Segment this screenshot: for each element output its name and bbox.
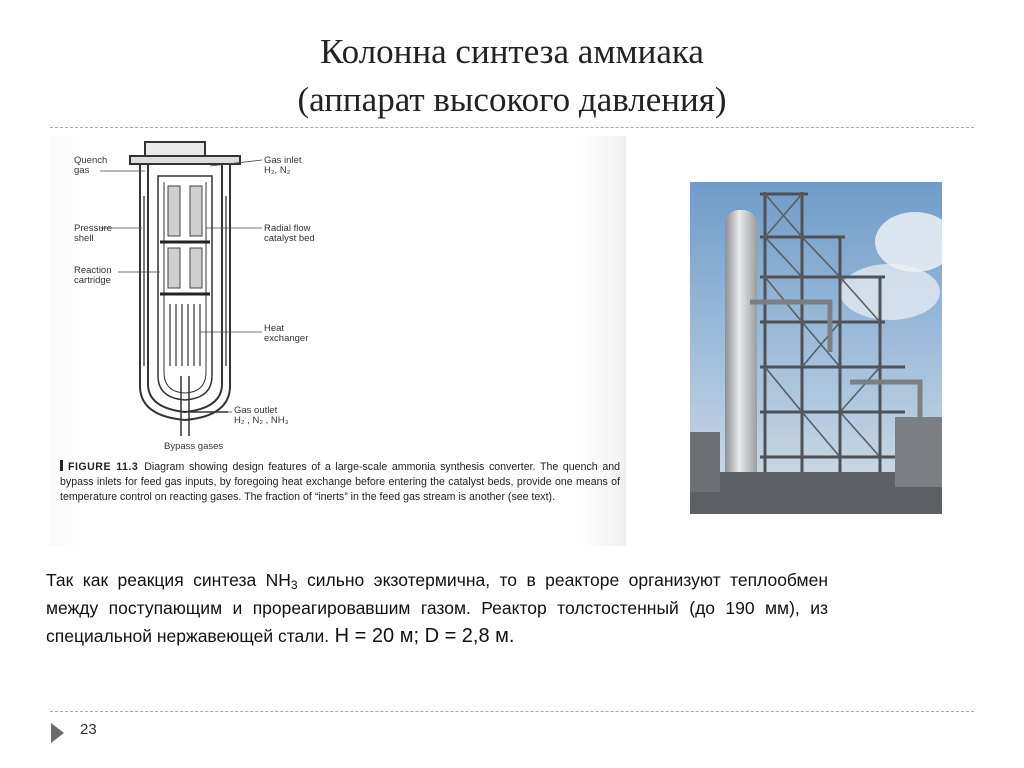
label-bypass-gases: Bypass gases [164,441,224,452]
label-reaction-cartridge: Reaction cartridge [74,265,112,286]
play-arrow-icon [51,723,64,743]
label-pressure-shell: Pressure shell [74,223,113,244]
label-quench-gas: Quench gas [74,155,108,176]
top-divider [50,127,974,128]
label-gas-inlet: Gas inlet H₂, N₂ [264,155,302,176]
description-paragraph [46,566,828,650]
caption-marker [60,460,63,471]
converter-diagram [50,136,626,456]
page-number: 23 [80,721,97,738]
description-part-2: сильно экзотермична, то в реакторе организуют теплообмен между поступающим и прореагировавшим газом. Реактор толстостенный (до 190 мм), из специальной нержавеющей стали. [46,570,828,646]
label-gas-outlet: Gas outlet H₂ , N₂ , NH₃ [234,405,289,426]
label-radial-flow-catalyst-bed: Radial flow catalyst bed [264,223,315,244]
synthesis-column-photo [690,182,942,514]
slide-title [0,28,1024,124]
label-heat-exchanger: Heat exchanger [264,323,309,344]
nh3-subscript: 3 [290,578,298,592]
caption-label: FIGURE 11.3 [68,461,139,473]
converter-diagram-figure [50,136,626,546]
bottom-divider [50,711,974,712]
caption-text: Diagram showing design features of a large-scale ammonia synthesis converter. The quench and bypass inlets for feed gas inputs, by foregoing heat exchange before entering the catalyst beds, provide one means of temperature control on reacting gases. The fraction of “inerts” in the feed gas stream is another (see text). [60,461,621,503]
figure-caption [60,460,620,505]
title-line-1: Колонна синтеза аммиака [320,32,704,71]
description-part-1: Так как реакция синтеза NH [46,570,291,590]
dimensions-text: H = 20 м; D = 2,8 м. [329,625,515,647]
title-line-2: (аппарат высокого давления) [297,80,727,119]
